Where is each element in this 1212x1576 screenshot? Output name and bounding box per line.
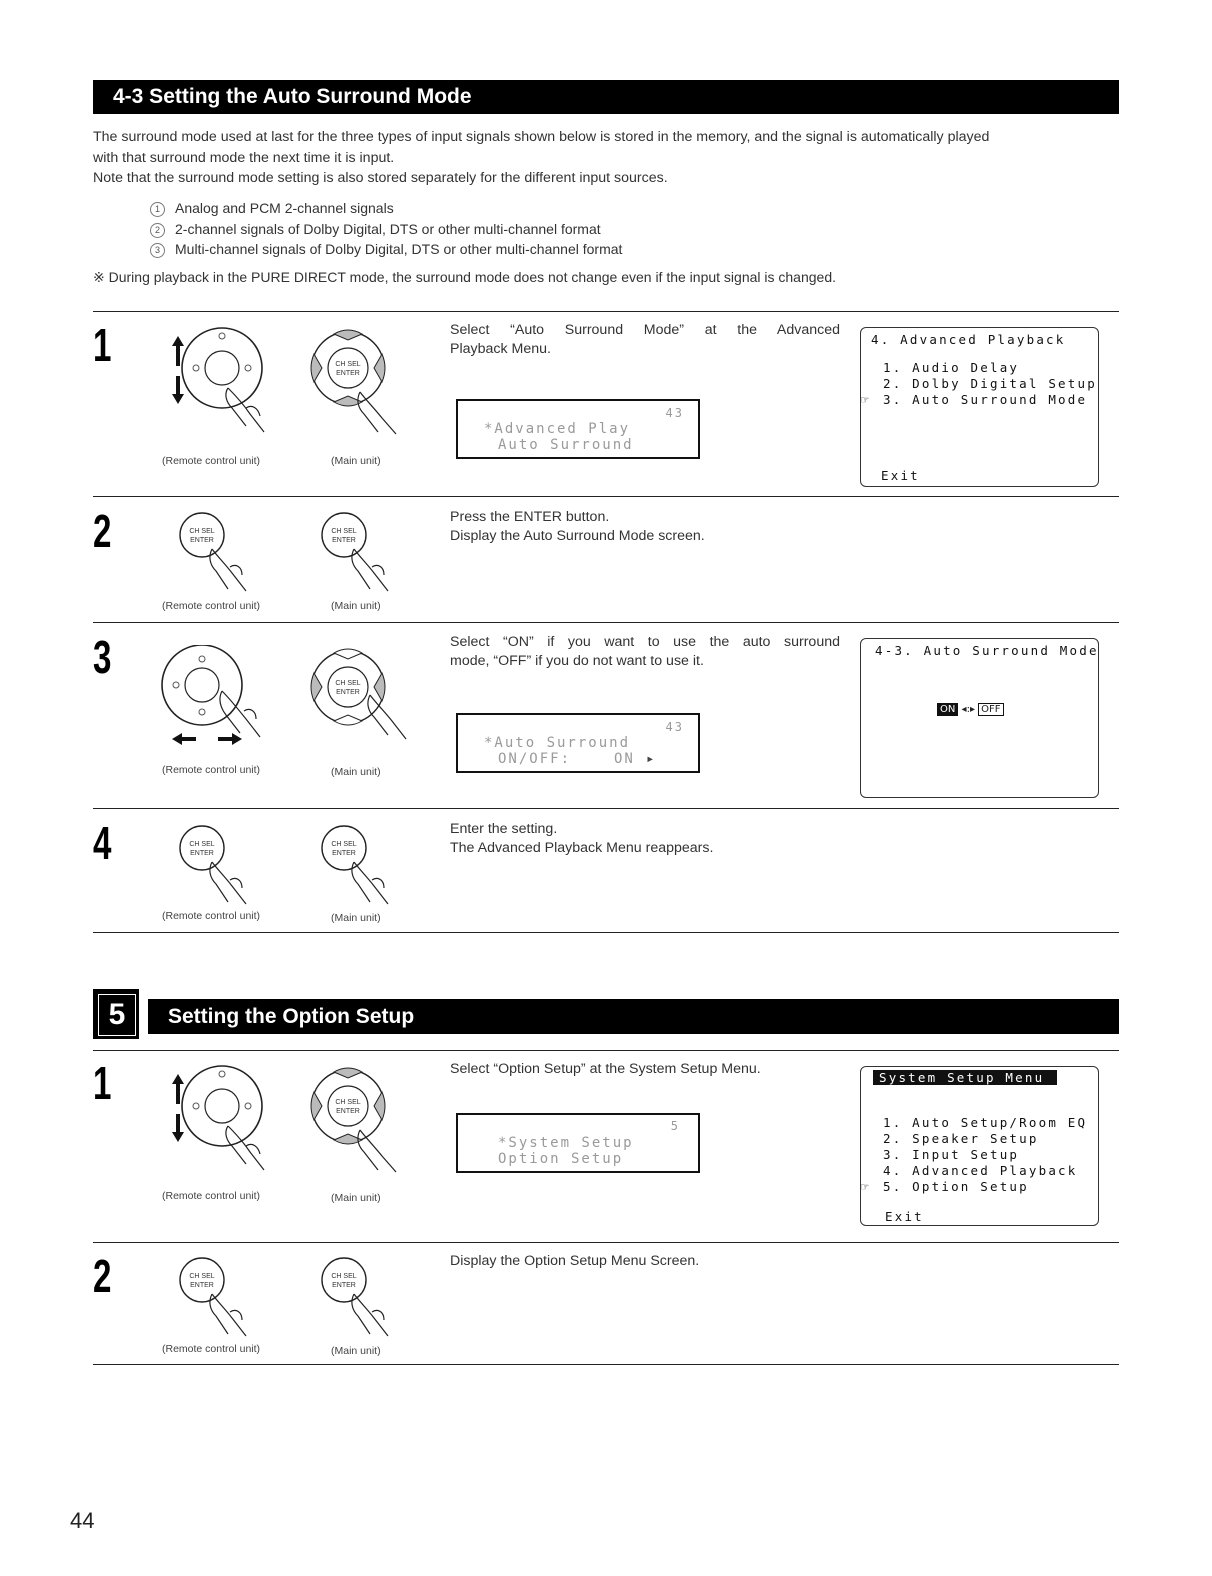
- button-label: CH SEL: [189, 1273, 215, 1280]
- button-label: CH SEL: [189, 528, 215, 535]
- list-text: 2-channel signals of Dolby Digital, DTS or other multi-channel format: [175, 220, 601, 237]
- remote-caption: (Remote control unit): [162, 764, 261, 776]
- main-caption: (Main unit): [331, 600, 381, 612]
- list-number: 3: [150, 243, 165, 258]
- button-label: CH SEL: [331, 841, 357, 848]
- divider: [93, 1242, 1119, 1243]
- button-label: ENTER: [332, 850, 356, 857]
- cursor-icon: ☞: [861, 392, 869, 407]
- remote-control-illustration: [160, 1060, 290, 1182]
- display-line: *Auto Surround: [484, 735, 631, 751]
- page-number: 44: [70, 1508, 95, 1533]
- play-arrow-icon: ▸: [646, 751, 657, 767]
- button-label: ENTER: [336, 1108, 360, 1115]
- section-badge: [93, 989, 139, 1039]
- signal-list: [150, 198, 622, 260]
- osd-item-selected: 3. Auto Surround Mode: [883, 392, 1088, 407]
- button-label: ENTER: [332, 537, 356, 544]
- list-number: 1: [150, 202, 165, 217]
- main-caption: (Main unit): [331, 766, 381, 778]
- osd-screen: [860, 1066, 1099, 1226]
- enter-button-main-illustration: [312, 1250, 402, 1340]
- remote-caption: (Remote control unit): [162, 910, 261, 922]
- list-item: [150, 219, 622, 240]
- button-label: CH SEL: [189, 841, 215, 848]
- remote-control-illustration: [160, 322, 290, 444]
- instruction-line: The Advanced Playback Menu reappears.: [450, 839, 714, 856]
- step-number: 1: [93, 1057, 112, 1109]
- enter-button-remote-illustration: [170, 818, 260, 908]
- display-line: ON/OFF:: [498, 751, 572, 767]
- section-title: Setting the Option Setup: [168, 1005, 415, 1028]
- osd-title: 4. Advanced Playback: [871, 332, 1066, 347]
- instruction-line: Playback Menu.: [450, 340, 551, 357]
- instruction-line: Enter the setting.: [450, 821, 558, 837]
- front-display: [456, 713, 700, 773]
- instruction-line: Select “Option Setup” at the System Setup Menu.: [450, 1061, 761, 1077]
- divider: [93, 622, 1119, 623]
- main-caption: (Main unit): [331, 912, 381, 924]
- button-label: CH SEL: [335, 680, 361, 687]
- osd-title: 4-3. Auto Surround Mode: [875, 643, 1099, 658]
- front-display: [456, 1113, 700, 1173]
- instruction-line: Press the ENTER button.: [450, 509, 610, 525]
- osd-item: 4. Advanced Playback: [883, 1163, 1078, 1178]
- section-title-bar: [148, 999, 1119, 1034]
- intro-text: [93, 127, 1123, 189]
- enter-button-main-illustration: [312, 505, 402, 595]
- divider: [93, 932, 1119, 933]
- button-label: ENTER: [190, 850, 214, 857]
- button-label: CH SEL: [335, 361, 361, 368]
- enter-button-remote-illustration: [170, 1250, 260, 1340]
- osd-item-selected: 5. Option Setup: [883, 1179, 1029, 1194]
- list-item: [150, 239, 622, 260]
- main-unit-illustration: [300, 322, 420, 444]
- display-line: Auto Surround: [498, 437, 634, 453]
- display-index: 43: [665, 720, 684, 734]
- main-caption: (Main unit): [331, 1345, 381, 1357]
- main-unit-illustration: [300, 645, 420, 765]
- button-label: ENTER: [336, 689, 360, 696]
- remote-caption: (Remote control unit): [162, 455, 261, 467]
- button-label: ENTER: [332, 1282, 356, 1289]
- instruction-line: Select “ON” if you want to use the auto surround: [450, 634, 840, 650]
- right-arrow-icon: ▸: [969, 704, 975, 715]
- step-instruction: [450, 1060, 850, 1079]
- step-instruction: [450, 633, 840, 670]
- main-caption: (Main unit): [331, 455, 381, 467]
- display-line: Option Setup: [498, 1151, 624, 1167]
- instruction-line: Display the Option Setup Menu Screen.: [450, 1253, 700, 1269]
- instruction-line: mode, “OFF” if you do not want to use it.: [450, 652, 704, 669]
- section-title: 4-3 Setting the Auto Surround Mode: [113, 85, 472, 108]
- divider: [93, 808, 1119, 809]
- front-display: [456, 399, 700, 459]
- remote-caption: (Remote control unit): [162, 1343, 261, 1355]
- osd-item: 3. Input Setup: [883, 1147, 1020, 1162]
- section-title-bar: [93, 80, 1119, 114]
- button-label: ENTER: [190, 537, 214, 544]
- button-label: CH SEL: [335, 1099, 361, 1106]
- intro-line: Note that the surround mode setting is also stored separately for the different input sources.: [93, 170, 668, 186]
- divider: [93, 311, 1119, 312]
- button-label: CH SEL: [331, 528, 357, 535]
- osd-title: System Setup Menu: [873, 1070, 1057, 1085]
- list-text: Multi-channel signals of Dolby Digital, DTS or other multi-channel format: [175, 241, 623, 257]
- step-instruction: [450, 1252, 850, 1271]
- osd-exit: Exit: [881, 468, 920, 483]
- osd-item: 1. Auto Setup/Room EQ: [883, 1115, 1088, 1130]
- instruction-line: Select “Auto Surround Mode” at the Advanced: [450, 322, 840, 338]
- on-off-selector: [937, 703, 1004, 716]
- list-text: Analog and PCM 2-channel signals: [175, 200, 394, 216]
- intro-line: The surround mode used at last for the three types of input signals shown below is stored in the memory, and the signal is automatically played: [93, 129, 990, 145]
- button-label: CH SEL: [331, 1273, 357, 1280]
- remote-caption: (Remote control unit): [162, 600, 261, 612]
- step-number: 2: [93, 1250, 112, 1302]
- section-badge-number: 5: [98, 994, 136, 1036]
- enter-button-main-illustration: [312, 818, 402, 908]
- step-instruction: [450, 820, 850, 857]
- main-unit-illustration: [300, 1060, 420, 1182]
- display-line: *System Setup: [498, 1135, 634, 1151]
- instruction-line: Display the Auto Surround Mode screen.: [450, 527, 705, 544]
- note-text: ※ During playback in the PURE DIRECT mode, the surround mode does not change even if the input signal is changed.: [93, 269, 837, 285]
- display-index: 5: [670, 1119, 680, 1133]
- off-option: OFF: [978, 703, 1003, 716]
- left-arrow-icon: ◂: [961, 704, 967, 715]
- step-number: 4: [93, 817, 112, 869]
- separator: :: [966, 704, 970, 715]
- osd-screen: [860, 327, 1099, 487]
- display-value: ON: [614, 751, 635, 767]
- list-number: 2: [150, 223, 165, 238]
- osd-item: 1. Audio Delay: [883, 360, 1020, 375]
- button-label: ENTER: [190, 1282, 214, 1289]
- step-instruction: [450, 321, 840, 358]
- step-instruction: [450, 508, 850, 545]
- divider: [93, 1050, 1119, 1051]
- display-line: *Advanced Play: [484, 421, 631, 437]
- divider: [93, 496, 1119, 497]
- divider: [93, 1364, 1119, 1365]
- on-option: ON: [937, 703, 958, 716]
- step-number: 2: [93, 505, 112, 557]
- step-number: 3: [93, 631, 112, 683]
- osd-exit: Exit: [885, 1209, 924, 1224]
- remote-control-illustration: [160, 645, 290, 765]
- main-caption: (Main unit): [331, 1192, 381, 1204]
- list-item: [150, 198, 622, 219]
- cursor-icon: ☞: [861, 1179, 869, 1194]
- osd-screen: [860, 638, 1099, 798]
- step-number: 1: [93, 319, 112, 371]
- display-index: 43: [665, 406, 684, 420]
- enter-button-remote-illustration: [170, 505, 260, 595]
- button-label: ENTER: [336, 370, 360, 377]
- osd-item: 2. Dolby Digital Setup: [883, 376, 1097, 391]
- intro-line: with that surround mode the next time it is input.: [93, 149, 395, 166]
- osd-item: 2. Speaker Setup: [883, 1131, 1039, 1146]
- remote-caption: (Remote control unit): [162, 1190, 261, 1202]
